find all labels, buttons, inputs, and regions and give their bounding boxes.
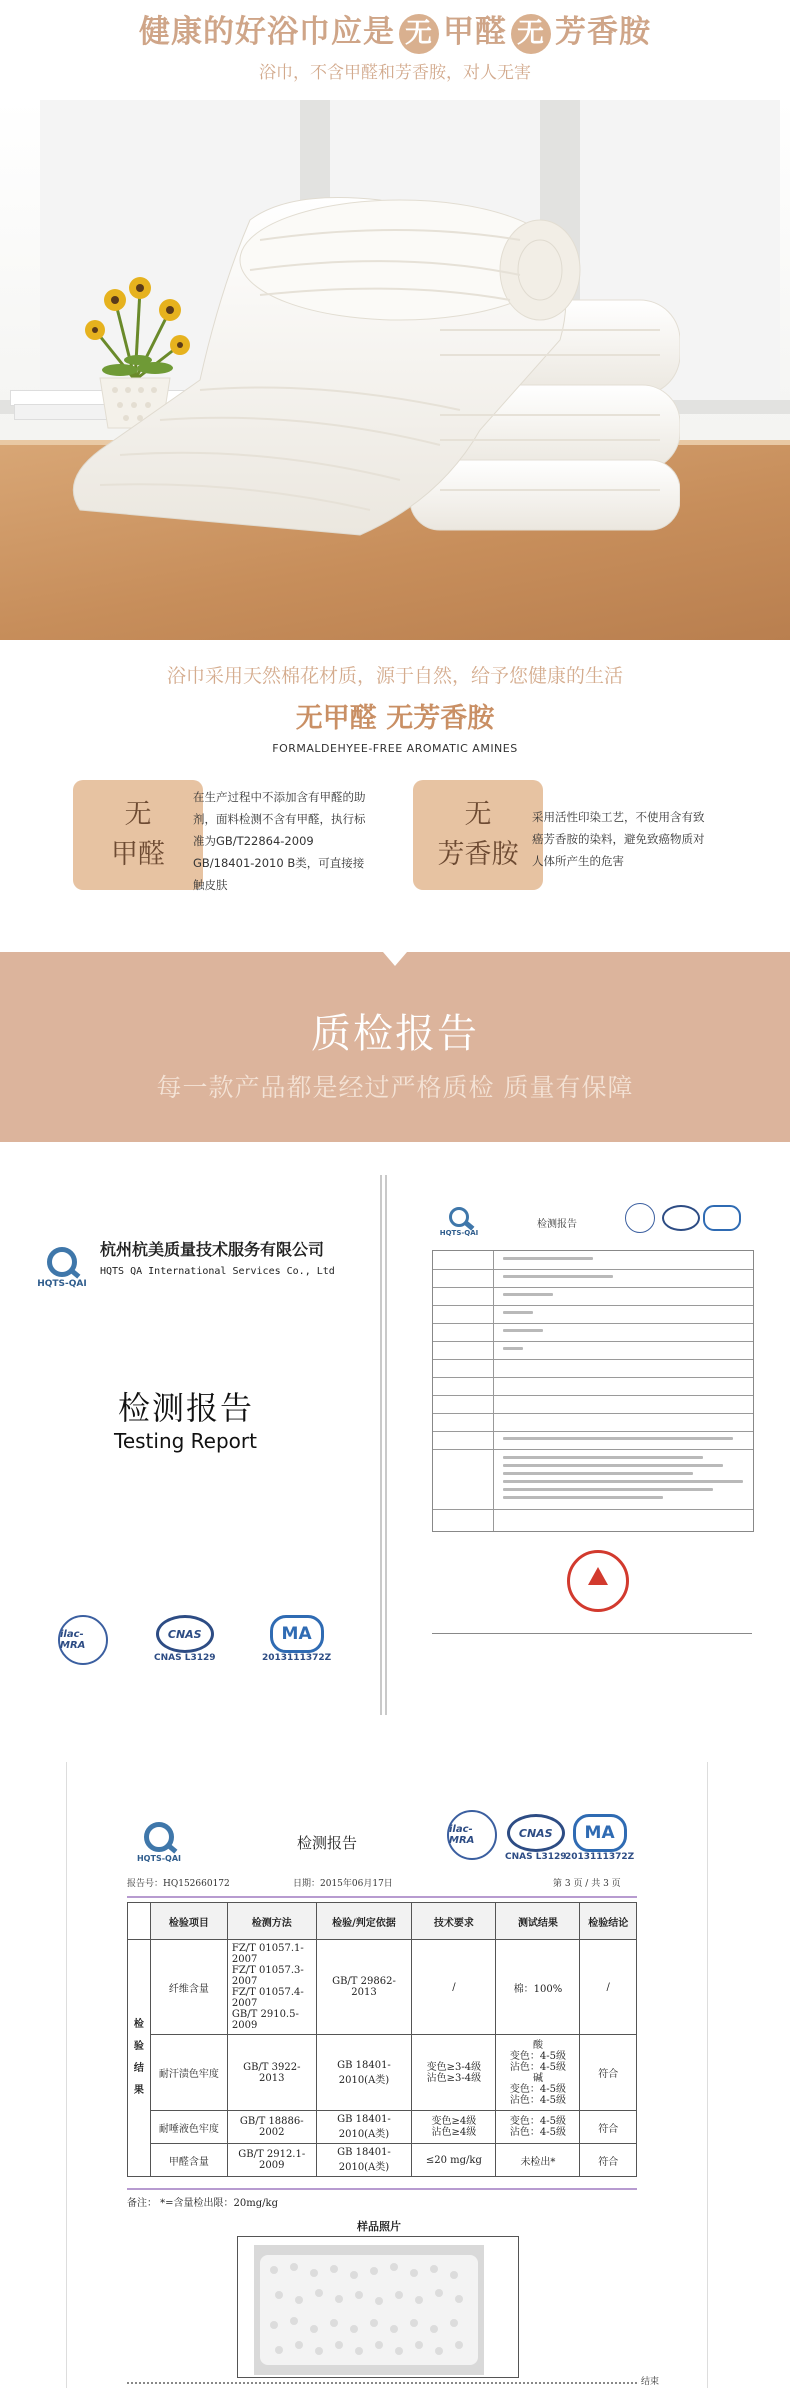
hqts-logo-icon bbox=[449, 1207, 469, 1227]
no-circle-badge: 无 bbox=[511, 14, 551, 54]
sample-photo-title: 样品照片 bbox=[357, 2220, 401, 2233]
hero-title-mid: 甲醛 bbox=[443, 14, 507, 50]
feature-title-en: FORMALDEHYEE-FREE AROMATIC AMINES bbox=[272, 742, 518, 755]
hero-title-pre: 健康的好浴巾应是 bbox=[139, 14, 395, 50]
ma-mark: MA 2013111372Z bbox=[262, 1615, 331, 1663]
side-label: 检验结果 bbox=[128, 1940, 151, 2177]
col-header: 检验项目 bbox=[150, 1903, 227, 1940]
hero-subtitle: 浴巾，不含甲醛和芳香胺，对人无害 bbox=[259, 63, 531, 83]
cnas-mark: CNAS CNAS L3129 bbox=[505, 1814, 567, 1862]
towel-stack-image bbox=[60, 180, 680, 540]
report-results-page bbox=[66, 1762, 708, 2388]
feature-desc-formaldehyde: 在生产过程中不添加含有甲醛的助剂，面料检测不含有甲醛，执行标准为GB/T22864-2009 GB/18401-2010 B类，可直接接触皮肤 bbox=[193, 790, 366, 892]
hqts-logo: HQTS-QAI bbox=[129, 1822, 189, 1863]
badge-no-aromatic-amines: 无 芳香胺 bbox=[413, 780, 543, 890]
report-number: 报告号：HQ152660172 bbox=[127, 1879, 230, 1889]
feature-intro: 浴巾采用天然棉花材质，源于自然，给予您健康的生活 bbox=[166, 665, 623, 687]
col-header: 测试结果 bbox=[496, 1903, 580, 1940]
report-page-number: 第 3 页 / 共 3 页 bbox=[553, 1879, 621, 1889]
page2-title: 检测报告 bbox=[537, 1219, 577, 1230]
feature-desc-aromatic-amines: 采用活性印染工艺，不使用含有致癌芳香胺的染料，避免致癌物质对人体所产生的危害 bbox=[532, 810, 705, 868]
no-circle-badge: 无 bbox=[399, 14, 439, 54]
hqts-logo-small: HQTS-QAI bbox=[439, 1207, 479, 1237]
ma-mark: MA 2013111372Z bbox=[565, 1814, 634, 1862]
hqts-logo-icon bbox=[47, 1247, 77, 1277]
hero-title bbox=[0, 6, 790, 54]
hero-title-post: 芳香胺 bbox=[555, 14, 651, 50]
table-note: 备注： *=含量检出限：20mg/kg bbox=[127, 2198, 278, 2209]
col-header: 检验结论 bbox=[580, 1903, 637, 1940]
table-header-row bbox=[128, 1903, 637, 1940]
official-seal bbox=[567, 1550, 629, 1612]
sample-towel-image bbox=[254, 2245, 484, 2375]
sample-photo-frame bbox=[237, 2236, 519, 2378]
company-name-en: HQTS QA International Services Co., Ltd bbox=[100, 1266, 335, 1277]
col-header: 检验/判定依据 bbox=[316, 1903, 412, 1940]
feature-title: 无甲醛 无芳香胺 bbox=[295, 703, 495, 734]
table-row: 耐汗渍色牢度 GB/T 3922-2013 GB 18401-2010(A类) 变色≥3-4级 沾色≥3-4级 酸 变色：4-5级 沾色：4-5级 碱 变色：4-5级 沾色：4-5级 符合 bbox=[128, 2035, 637, 2111]
badge-no-formaldehyde: 无 甲醛 bbox=[73, 780, 203, 890]
hqts-logo: HQTS-QAI bbox=[34, 1247, 90, 1289]
report-title-cn: 检测报告 bbox=[118, 1389, 255, 1427]
ilac-mra-mark: ilac-MRA bbox=[447, 1810, 497, 1860]
table-row: 检验结果 纤维含量 FZ/T 01057.1-2007 FZ/T 01057.3-2007 FZ/T 01057.4-2007 GB/T 2910.5-2009 GB/T 29862-2013 / 棉：100% / bbox=[128, 1940, 637, 2035]
report-title-en: Testing Report bbox=[114, 1429, 257, 1453]
report-cover-page bbox=[0, 1175, 382, 1715]
page3-title: 检测报告 bbox=[297, 1834, 358, 1852]
banner-notch bbox=[383, 952, 407, 966]
end-mark: 结束 bbox=[641, 2377, 660, 2387]
company-name-cn: 杭州杭美质量技术服务有限公司 bbox=[100, 1240, 325, 1259]
ma-mark-small bbox=[703, 1205, 741, 1231]
hqts-logo-icon bbox=[144, 1822, 174, 1852]
col-header: 技术要求 bbox=[412, 1903, 496, 1940]
product-photo bbox=[0, 100, 790, 640]
table-row: 耐唾液色牢度 GB/T 18886-2002 GB 18401-2010(A类) 变色≥4级 沾色≥4级 变色：4-5级 沾色：4-5级 符合 bbox=[128, 2111, 637, 2144]
cnas-mark-small bbox=[662, 1205, 700, 1231]
page2-table bbox=[432, 1250, 754, 1532]
results-table bbox=[127, 1902, 637, 2177]
col-header: 检测方法 bbox=[227, 1903, 316, 1940]
report-date: 日期：2015年06月17日 bbox=[293, 1879, 393, 1889]
cnas-mark: CNAS CNAS L3129 bbox=[154, 1615, 216, 1663]
banner-subtitle: 每一款产品都是经过严格质检 质量有保障 bbox=[156, 1073, 634, 1102]
ilac-mra-mark: ilac-MRA bbox=[58, 1615, 108, 1665]
ilac-mra-mark-small bbox=[625, 1203, 655, 1233]
banner-title: 质检报告 bbox=[311, 1011, 479, 1057]
table-row: 甲醛含量 GB/T 2912.1-2009 GB 18401-2010(A类) ≤20 mg/kg 未检出* 符合 bbox=[128, 2144, 637, 2177]
report-detail-page bbox=[385, 1175, 782, 1715]
